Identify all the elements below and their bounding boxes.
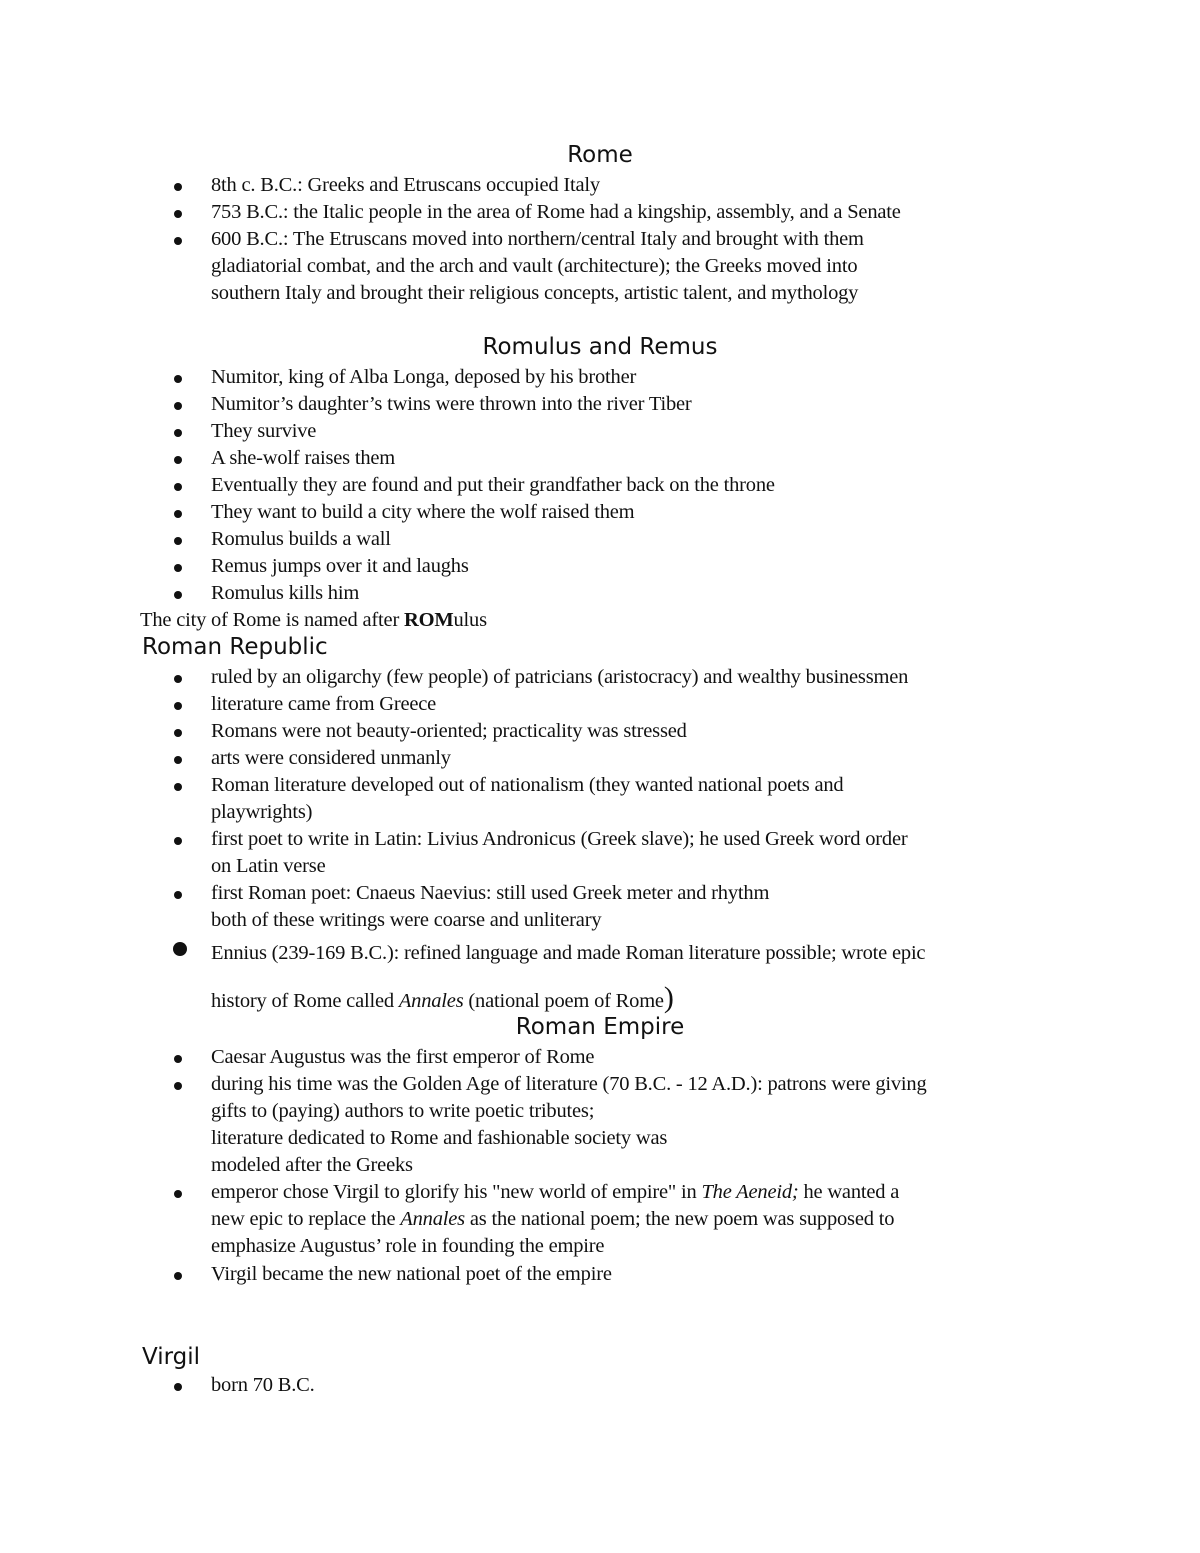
list-item: ruled by an oligarchy (few people) of patricians (aristocracy) and wealthy businessmen bbox=[211, 666, 909, 688]
list-item: born 70 B.C. bbox=[211, 1374, 315, 1396]
italic-aeneid: The Aeneid; bbox=[701, 1181, 799, 1203]
bullet bbox=[174, 702, 182, 710]
italic-annales: Annales bbox=[400, 1208, 465, 1230]
bullet bbox=[174, 591, 182, 599]
bullet bbox=[174, 483, 182, 491]
list-item: emperor chose Virgil to glorify his "new world of empire" in The Aeneid; he wanted a bbox=[211, 1181, 900, 1203]
list-item: during his time was the Golden Age of literature (70 B.C. - 12 A.D.): patrons were giving bbox=[211, 1073, 927, 1095]
heading-virgil: Virgil bbox=[142, 1344, 201, 1370]
list-item: A she-wolf raises them bbox=[211, 447, 396, 469]
city-name-note: The city of Rome is named after ROMulus bbox=[140, 609, 487, 631]
list-item-continuation: new epic to replace the Annales as the national poem; the new poem was supposed to bbox=[211, 1208, 895, 1230]
bullet bbox=[174, 375, 182, 383]
bullet bbox=[174, 1383, 182, 1391]
list-item-continuation: gladiatorial combat, and the arch and vault (architecture); the Greeks moved into bbox=[211, 255, 858, 277]
list-item: Roman literature developed out of nationalism (they wanted national poets and bbox=[211, 774, 844, 796]
heading-roman-republic: Roman Republic bbox=[142, 634, 328, 660]
list-item: They want to build a city where the wolf raised them bbox=[211, 501, 635, 523]
list-item: Numitor, king of Alba Longa, deposed by his brother bbox=[211, 366, 637, 388]
list-item: Caesar Augustus was the first emperor of Rome bbox=[211, 1046, 595, 1068]
list-item: Romans were not beauty-oriented; practicality was stressed bbox=[211, 720, 687, 742]
bullet bbox=[174, 510, 182, 518]
list-item: 753 B.C.: the Italic people in the area of Rome had a kingship, assembly, and a Senate bbox=[211, 201, 901, 223]
list-item: Eventually they are found and put their grandfather back on the throne bbox=[211, 474, 775, 496]
list-item-continuation: both of these writings were coarse and unliterary bbox=[211, 909, 602, 931]
bullet bbox=[174, 537, 182, 545]
bullet bbox=[174, 210, 182, 218]
list-item: Virgil became the new national poet of the empire bbox=[211, 1263, 612, 1285]
bullet bbox=[174, 402, 182, 410]
bullet bbox=[174, 456, 182, 464]
list-item: They survive bbox=[211, 420, 317, 442]
list-item: first Roman poet: Cnaeus Naevius: still used Greek meter and rhythm bbox=[211, 882, 770, 904]
list-item-continuation: emphasize Augustus’ role in founding the empire bbox=[211, 1235, 605, 1257]
bullet bbox=[174, 837, 182, 845]
italic-annales: Annales bbox=[398, 990, 464, 1012]
list-item: first poet to write in Latin: Livius Andronicus (Greek slave); he used Greek word order bbox=[211, 828, 908, 850]
list-item: literature came from Greece bbox=[211, 693, 437, 715]
list-item: Remus jumps over it and laughs bbox=[211, 555, 469, 577]
bullet bbox=[174, 183, 182, 191]
bullet bbox=[174, 891, 182, 899]
list-item: Ennius (239-169 B.C.): refined language and made Roman literature possible; wrote epic bbox=[211, 942, 926, 964]
bullet bbox=[173, 942, 187, 956]
list-item: 600 B.C.: The Etruscans moved into northern/central Italy and brought with them bbox=[211, 228, 864, 250]
bullet bbox=[174, 1055, 182, 1063]
bullet bbox=[174, 1272, 182, 1280]
list-item-continuation: literature dedicated to Rome and fashionable society was bbox=[211, 1127, 668, 1149]
heading-romulus-and-remus: Romulus and Remus bbox=[482, 334, 718, 360]
list-item: Romulus kills him bbox=[211, 582, 360, 604]
list-item: Romulus builds a wall bbox=[211, 528, 391, 550]
list-item-continuation: modeled after the Greeks bbox=[211, 1154, 413, 1176]
bold-rom: ROM bbox=[404, 609, 454, 631]
list-item-continuation: history of Rome called Annales (national poem of Rome) bbox=[211, 981, 674, 1014]
heading-rome: Rome bbox=[567, 142, 633, 168]
bullet bbox=[174, 729, 182, 737]
list-item-continuation: on Latin verse bbox=[211, 855, 326, 877]
list-item: 8th c. B.C.: Greeks and Etruscans occupied Italy bbox=[211, 174, 600, 196]
list-item-continuation: gifts to (paying) authors to write poetic tributes; bbox=[211, 1100, 595, 1122]
bullet bbox=[174, 1190, 182, 1198]
bullet bbox=[174, 756, 182, 764]
bullet bbox=[174, 675, 182, 683]
heading-roman-empire: Roman Empire bbox=[515, 1014, 685, 1040]
list-item: arts were considered unmanly bbox=[211, 747, 451, 769]
bullet bbox=[174, 429, 182, 437]
list-item: Numitor’s daughter’s twins were thrown into the river Tiber bbox=[211, 393, 692, 415]
bullet bbox=[174, 237, 182, 245]
bullet bbox=[174, 783, 182, 791]
list-item-continuation: southern Italy and brought their religious concepts, artistic talent, and mythology bbox=[211, 282, 859, 304]
bullet bbox=[174, 564, 182, 572]
bullet bbox=[174, 1082, 182, 1090]
list-item-continuation: playwrights) bbox=[211, 801, 313, 823]
